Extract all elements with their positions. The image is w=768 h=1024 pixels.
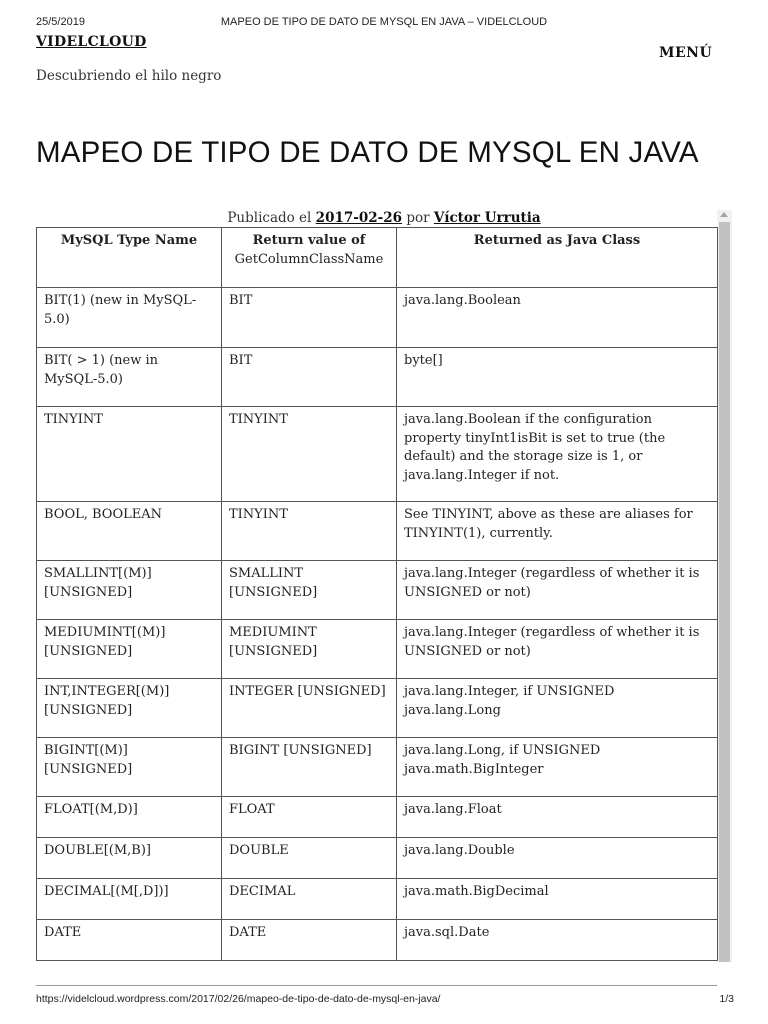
cell-mysql-type: BIT(1) (new in MySQL-5.0) [37, 288, 222, 348]
cell-java-class: See TINYINT, above as these are aliases for TINYINT(1), currently. [397, 502, 718, 561]
author-link[interactable]: Víctor Urrutia [433, 210, 541, 226]
header-return-value-title: Return value of [252, 233, 366, 248]
print-page-number: 1/3 [719, 993, 734, 1005]
cell-return-value: BIGINT [UNSIGNED] [222, 738, 397, 797]
cell-mysql-type: FLOAT[(M,D)] [37, 797, 222, 838]
cell-java-class: java.lang.Float [397, 797, 718, 838]
cell-return-value: TINYINT [222, 502, 397, 561]
cell-return-value: FLOAT [222, 797, 397, 838]
table-row [37, 407, 718, 502]
by-label: por [406, 210, 430, 226]
cell-java-class: java.lang.Boolean [397, 288, 718, 348]
post-date-link[interactable]: 2017-02-26 [315, 210, 403, 226]
cell-return-value: DECIMAL [222, 879, 397, 920]
cell-java-class: java.lang.Integer (regardless of whether it is UNSIGNED or not) [397, 561, 718, 620]
header-return-value [222, 228, 397, 288]
menu-button[interactable]: MENÚ [659, 45, 713, 61]
cell-mysql-type: DECIMAL[(M[,D])] [37, 879, 222, 920]
cell-mysql-type: DATE [37, 920, 222, 961]
mysql-java-type-table [36, 227, 718, 961]
cell-mysql-type: BIGINT[(M)] [UNSIGNED] [37, 738, 222, 797]
cell-mysql-type: SMALLINT[(M)] [UNSIGNED] [37, 561, 222, 620]
cell-return-value: DATE [222, 920, 397, 961]
cell-java-class: java.math.BigDecimal [397, 879, 718, 920]
table-row [37, 738, 718, 797]
cell-java-class: java.sql.Date [397, 920, 718, 961]
cell-return-value: BIT [222, 288, 397, 348]
table-row [37, 838, 718, 879]
cell-mysql-type: INT,INTEGER[(M)] [UNSIGNED] [37, 679, 222, 738]
header-mysql-type: MySQL Type Name [37, 228, 222, 288]
vertical-scrollbar[interactable] [717, 210, 732, 962]
cell-java-class: java.lang.Double [397, 838, 718, 879]
print-footer-url: https://videlcloud.wordpress.com/2017/02/26/mapeo-de-tipo-de-dato-de-mysql-en-java/ [36, 993, 441, 1005]
site-title-link[interactable]: VIDELCLOUD [36, 34, 147, 50]
cell-mysql-type: MEDIUMINT[(M)] [UNSIGNED] [37, 620, 222, 679]
cell-return-value: BIT [222, 348, 397, 407]
cell-mysql-type: BIT( > 1) (new in MySQL-5.0) [37, 348, 222, 407]
table-row [37, 879, 718, 920]
cell-return-value: INTEGER [UNSIGNED] [222, 679, 397, 738]
cell-java-class: java.lang.Integer, if UNSIGNED java.lang.Long [397, 679, 718, 738]
scrollbar-thumb[interactable] [719, 222, 730, 962]
table-row [37, 348, 718, 407]
cell-return-value: MEDIUMINT [UNSIGNED] [222, 620, 397, 679]
cell-mysql-type: TINYINT [37, 407, 222, 502]
cell-java-class: byte[] [397, 348, 718, 407]
header-return-value-sub: GetColumnClassName [234, 251, 384, 267]
table-row [37, 920, 718, 961]
cell-java-class: java.lang.Integer (regardless of whether it is UNSIGNED or not) [397, 620, 718, 679]
cell-java-class: java.lang.Long, if UNSIGNED java.math.BigInteger [397, 738, 718, 797]
header-java-class: Returned as Java Class [397, 228, 718, 288]
table-row [37, 561, 718, 620]
cell-mysql-type: DOUBLE[(M,B)] [37, 838, 222, 879]
print-header-title: MAPEO DE TIPO DE DATO DE MYSQL EN JAVA – VIDELCLOUD [220, 16, 548, 28]
published-prefix: Publicado el [227, 210, 312, 226]
table-row [37, 797, 718, 838]
cell-return-value: SMALLINT [UNSIGNED] [222, 561, 397, 620]
cell-return-value: DOUBLE [222, 838, 397, 879]
table-row [37, 620, 718, 679]
footer-divider [36, 985, 717, 986]
post-title: MAPEO DE TIPO DE DATO DE MYSQL EN JAVA [36, 136, 699, 169]
post-meta [0, 210, 768, 226]
site-tagline: Descubriendo el hilo negro [36, 68, 222, 84]
print-date: 25/5/2019 [36, 16, 85, 28]
table-row [37, 502, 718, 561]
table-header-row [37, 228, 718, 288]
scroll-up-arrow-icon[interactable] [720, 212, 728, 217]
cell-java-class: java.lang.Boolean if the configuration property tinyInt1isBit is set to true (the default) and the storage size is 1, or java.lang.Integer if not. [397, 407, 718, 502]
table-row [37, 288, 718, 348]
cell-return-value: TINYINT [222, 407, 397, 502]
cell-mysql-type: BOOL, BOOLEAN [37, 502, 222, 561]
table-row [37, 679, 718, 738]
